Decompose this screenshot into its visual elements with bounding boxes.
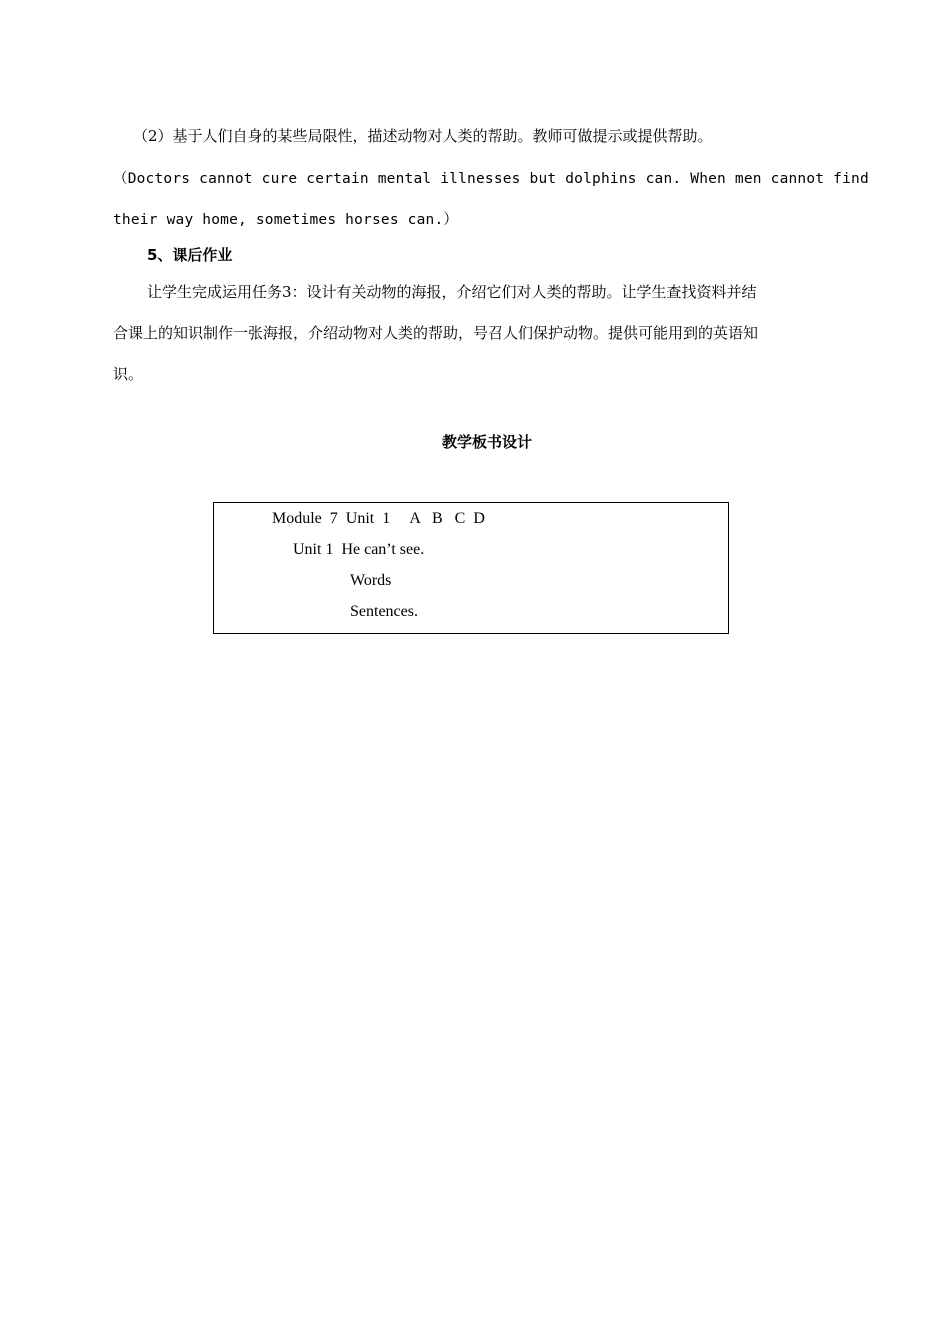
board-line-words: Words (350, 572, 392, 589)
homework-line3: 识。 (113, 365, 144, 383)
board-design-title: 教学板书设计 (442, 433, 533, 451)
para-2-example-line2: their way home, sometimes horses can.） (113, 212, 459, 228)
board-design-box (213, 502, 729, 634)
section-5-heading: 5、课后作业 (147, 246, 233, 264)
board-line-sentences: Sentences. (350, 603, 418, 620)
board-line-module: Module 7 Unit 1 A B C D (272, 510, 485, 527)
para-2-example-line1: （Doctors cannot cure certain mental illnesses but dolphins can. When men cannot find (113, 171, 869, 187)
board-line-unit: Unit 1 He can’t see. (293, 541, 425, 558)
para-2-intro: （2）基于人们自身的某些局限性，描述动物对人类的帮助。教师可做提示或提供帮助。 (133, 127, 713, 145)
homework-line1: 让学生完成运用任务3：设计有关动物的海报，介绍它们对人类的帮助。让学生查找资料并结 (147, 283, 757, 301)
homework-line2: 合课上的知识制作一张海报，介绍动物对人类的帮助，号召人们保护动物。提供可能用到的英语知 (113, 324, 759, 342)
